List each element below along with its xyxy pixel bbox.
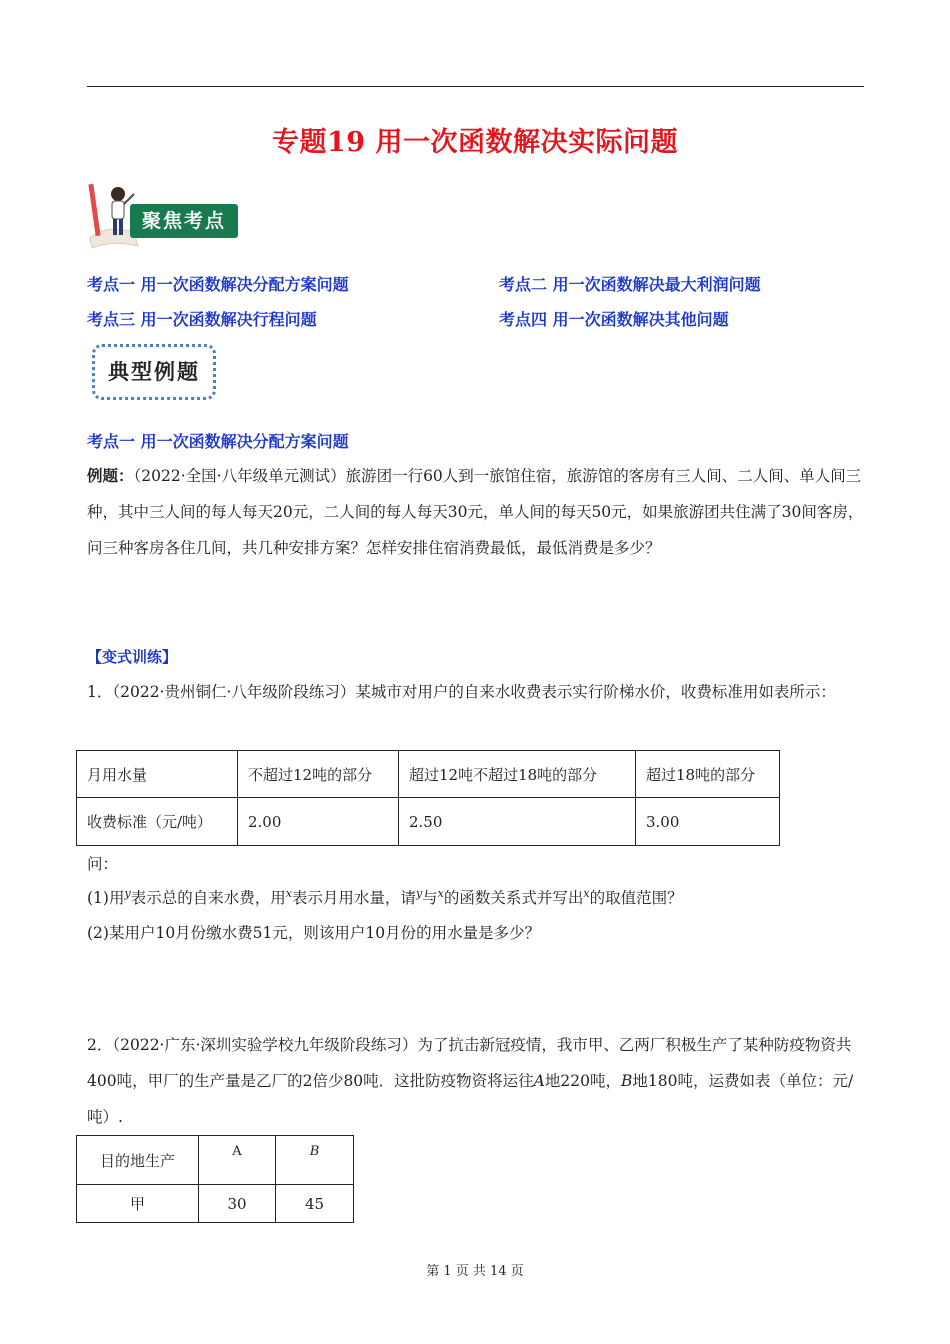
math-variable: x <box>437 887 444 900</box>
text-segment: 表示总的自来水费，用 <box>130 889 286 907</box>
table-row <box>77 751 780 798</box>
math-variable: x <box>285 887 292 900</box>
table-cell: B <box>276 1136 354 1185</box>
key-point-2[interactable]: 考点二 用一次函数解决最大利润问题 <box>499 275 761 294</box>
key-point-4[interactable]: 考点四 用一次函数解决其他问题 <box>499 310 729 329</box>
focus-badge <box>86 180 246 250</box>
question-1-ask: 问： <box>87 855 119 873</box>
text-segment: 2．（2022·广东·深圳实验学校九年级阶段练习）为了抗击新冠疫情，我市甲、乙两厂积极生产了某种防疫物资共400吨，甲厂的生产量是乙厂的2倍少80吨．这批防疫物资将运往 <box>87 1036 852 1090</box>
table-row <box>77 1136 354 1185</box>
table-cell: 2.50 <box>399 798 636 846</box>
header-rule <box>87 86 864 87</box>
question-1-part-1 <box>87 886 683 908</box>
focus-badge-label: 聚焦考点 <box>130 204 238 238</box>
text-segment: 的取值范围？ <box>589 889 683 907</box>
table-cell: 45 <box>276 1185 354 1223</box>
table-cell: A <box>199 1136 276 1185</box>
key-point-3[interactable]: 考点三 用一次函数解决行程问题 <box>87 310 317 329</box>
math-variable: y <box>124 887 131 900</box>
example-paragraph <box>87 458 867 566</box>
question-2-text <box>87 1027 867 1135</box>
table-cell: 目的地生产 <box>77 1136 199 1185</box>
freight-table <box>76 1135 354 1223</box>
table-row <box>77 1185 354 1223</box>
table-cell: 不超过12吨的部分 <box>238 751 399 798</box>
math-variable: y <box>415 887 423 900</box>
text-segment: 表示月用水量，请 <box>291 889 416 907</box>
math-variable: A <box>533 1072 545 1090</box>
table-cell: 甲 <box>77 1185 199 1223</box>
example-label: 例题： <box>87 466 134 485</box>
page-title: 专题19 用一次函数解决实际问题 <box>272 127 678 158</box>
text-segment: 的函数关系式并写出 <box>443 889 584 907</box>
example-badge-label: 典型例题 <box>108 359 200 384</box>
text-segment: 与 <box>422 889 438 907</box>
table-cell: 收费标准（元/吨） <box>77 798 238 846</box>
question-1-part-2: (2)某用户10月份缴水费51元，则该用户10月份的用水量是多少？ <box>87 924 541 942</box>
table-cell: 月用水量 <box>77 751 238 798</box>
section-heading: 考点一 用一次函数解决分配方案问题 <box>87 432 349 451</box>
math-variable: x <box>583 887 590 900</box>
key-point-1[interactable]: 考点一 用一次函数解决分配方案问题 <box>87 275 349 294</box>
variant-training-label: 【变式训练】 <box>87 648 178 666</box>
text-segment: 地180吨，运费如表（单位：元/吨）. <box>87 1072 854 1126</box>
table-row <box>77 798 780 846</box>
table-cell: 超过12吨不超过18吨的部分 <box>399 751 636 798</box>
water-price-table <box>76 750 780 846</box>
text-segment: (1)用 <box>87 889 125 907</box>
example-text: （2022·全国·八年级单元测试）旅游团一行60人到一旅馆住宿，旅游馆的客房有三人间、二人间、单人间三种，其中三人间的每人每天20元，二人间的每人每天30元，单人间的每天50元，如果旅游团共住满了30间客房，问三种客房各住几间，共几种安排方案？怎样安排住宿消费最低，最低消费是多少？ <box>87 467 864 557</box>
table-cell: 30 <box>199 1185 276 1223</box>
example-badge <box>92 344 216 400</box>
page-footer: 第 1 页 共 14 页 <box>426 1264 524 1279</box>
table-cell: 超过18吨的部分 <box>636 751 780 798</box>
text-segment: 地220吨， <box>544 1072 621 1090</box>
question-1-text: 1．（2022·贵州铜仁·八年级阶段练习）某城市对用户的自来水收费表示实行阶梯水价，收费标准用如表所示： <box>87 683 836 701</box>
table-cell: 2.00 <box>238 798 399 846</box>
table-cell: 3.00 <box>636 798 780 846</box>
math-variable: B <box>620 1072 633 1090</box>
